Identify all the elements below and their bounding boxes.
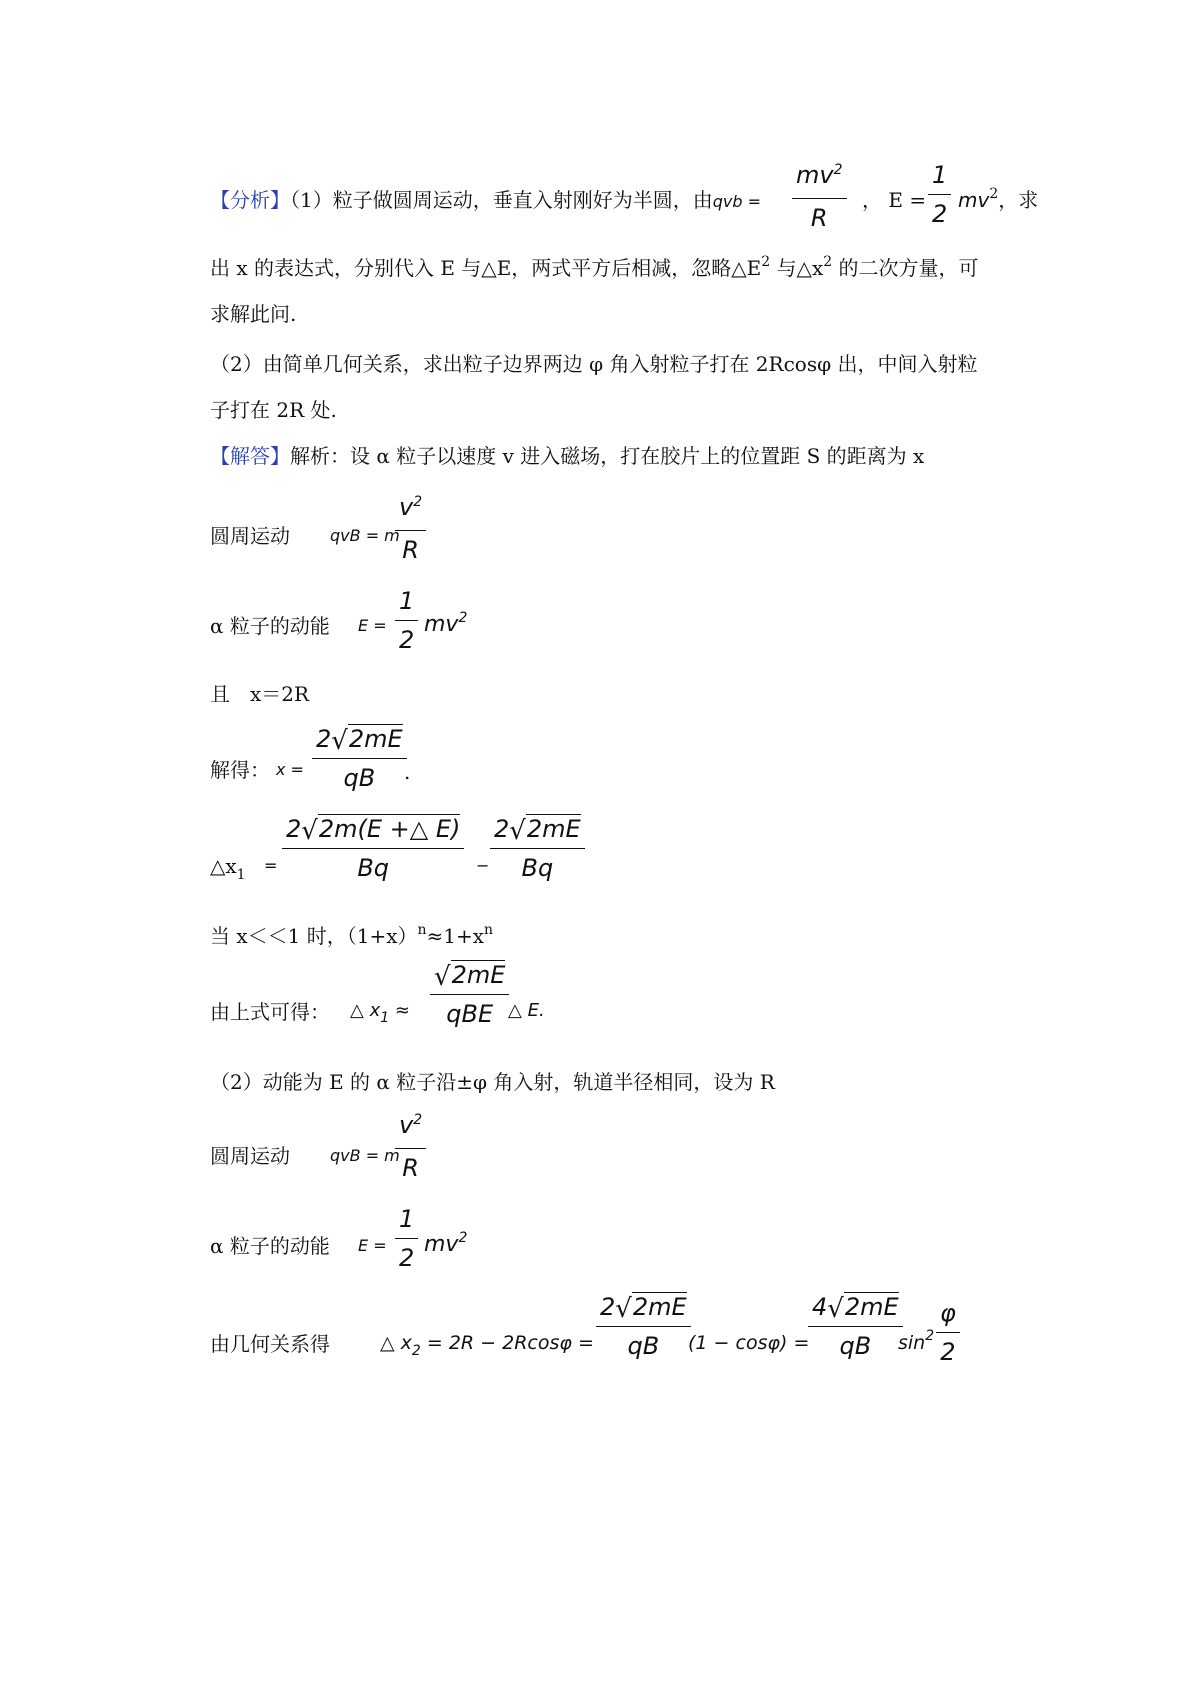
ke-label: α 粒子的动能 — [210, 614, 330, 638]
fraction-solve-x: 2√2mE qB — [312, 722, 407, 795]
fraction-mv2-over-r: $mv^2$ R — [792, 158, 847, 235]
v-numerator: v — [399, 493, 414, 521]
circular2-label: 圆周运动 — [210, 1144, 290, 1168]
ke2-mv: mv — [424, 1232, 459, 1257]
circular-motion-line — [210, 522, 290, 550]
analysis-comma-e: ， E = — [862, 188, 927, 212]
solve-radicand: 2mE — [348, 725, 403, 753]
analysis-tag: 【分析】 — [210, 188, 290, 212]
circular-motion-line-2 — [210, 1142, 290, 1170]
fraction-phi-half — [936, 1296, 960, 1369]
delta1-coef: 2 — [286, 815, 302, 843]
fraction-ke-half — [395, 584, 418, 657]
fraction-delta-2: 2√2mE Bq — [490, 812, 585, 885]
delta2-coef: 2 — [494, 815, 510, 843]
geometry-line — [210, 1330, 330, 1358]
fraction-geo-1: 2√2mE qB — [596, 1290, 691, 1363]
circular-label: 圆周运动 — [210, 524, 290, 548]
from-delta-x: △ x — [350, 1000, 381, 1021]
ke2-label: α 粒子的动能 — [210, 1234, 330, 1258]
analysis-end-text: ，求 — [998, 188, 1039, 212]
approx-mid: ≈1+x — [426, 924, 485, 948]
analysis-text-2-end: 的二次方量，可 — [832, 256, 979, 280]
solve-coef: 2 — [316, 725, 332, 753]
geo1-den: qB — [627, 1332, 660, 1360]
mv-text: mv — [958, 188, 990, 212]
phi-den: 2 — [940, 1338, 956, 1366]
ke-half-den: 2 — [399, 626, 415, 654]
solve-period: . — [404, 760, 411, 784]
phi-num: φ — [940, 1299, 956, 1327]
approx-line: 当 x＜＜1 时，$(1+x)^n\approx 1+x^n$ — [210, 922, 494, 948]
formula-qvb: qvb = — [712, 192, 762, 211]
delta-minus: − — [476, 856, 490, 875]
geo2-coef: 4 — [812, 1293, 828, 1321]
analysis-line-1-end: $mv^2$，求 — [958, 186, 1039, 212]
from-label: 由上式可得： — [210, 1000, 330, 1024]
analysis-line-1-mid — [862, 186, 926, 214]
delta-x1-line: $\triangle x_1$ — [210, 854, 246, 883]
solve-lhs: x = — [276, 760, 304, 779]
geo-delta-x: △ x — [380, 1332, 412, 1354]
delta-x1-label: △x — [210, 854, 237, 878]
geo-lhs: △ $x_2 = 2R - 2Rcos\varphi$ = — [380, 1332, 594, 1359]
half-numerator: 1 — [932, 161, 948, 189]
geo1-coef: 2 — [600, 1293, 616, 1321]
ke-half-num: 1 — [399, 587, 415, 615]
delta2-radicand: 2mE — [526, 815, 581, 843]
half-denominator: 2 — [932, 200, 948, 228]
ke-rhs: $mv^2$ — [424, 610, 468, 637]
ke-mv: mv — [424, 612, 459, 637]
fraction-delta-1: 2√2m(E +△ E) Bq — [282, 812, 464, 885]
v-numerator-2: v — [399, 1111, 414, 1139]
and-line: 且 x＝2R — [210, 682, 310, 706]
geo-label: 由几何关系得 — [210, 1332, 330, 1356]
approx-text: 当 x＜＜1 时，（1+x） — [210, 924, 418, 948]
analysis-para2-line-1: （2）由简单几何关系，求出粒子边界两边 φ 角入射粒子打在 2Rcosφ 出，中间入射粒 — [210, 352, 978, 376]
solve-line — [210, 756, 270, 784]
fraction-v2-over-r-2: $v^2$ R — [395, 1108, 426, 1185]
fraction-denominator: R — [810, 204, 828, 232]
delta1-den: Bq — [357, 854, 390, 882]
from-den: qBE — [446, 1000, 494, 1028]
r-denominator: R — [402, 536, 419, 564]
geo-after1: (1 − cosφ) = — [688, 1332, 810, 1354]
from-above-line — [210, 998, 330, 1026]
geo-mid: = 2R − 2Rcosφ = — [426, 1332, 594, 1354]
fraction-from: √2mE qBE — [430, 958, 509, 1031]
analysis-line-1 — [210, 186, 761, 216]
ke2-half-num: 1 — [399, 1205, 415, 1233]
delta1-radicand: 2m(E +△ E) — [318, 815, 461, 843]
from-lhs: △ $x_1$ ≈ — [350, 1000, 410, 1026]
fraction-geo-2: 4√2mE qB — [808, 1290, 903, 1363]
from-rhs: △ E. — [508, 1000, 545, 1021]
geo-sin: $\sin^2$ — [898, 1328, 935, 1354]
delta-equals: = — [264, 856, 278, 875]
solve-label: 解得： — [210, 758, 270, 782]
ke-lhs: E = — [358, 616, 387, 635]
from-radicand: 2mE — [451, 961, 506, 989]
solution-intro-text: 解析：设 α 粒子以速度 v 进入磁场，打在胶片上的位置距 S 的距离为 x — [290, 444, 925, 468]
ke2-rhs: $mv^2$ — [424, 1230, 468, 1257]
analysis-text-2: 出 x 的表达式，分别代入 E 与△E，两式平方后相减，忽略△E — [210, 256, 762, 280]
geo-sin-text: sin — [898, 1332, 926, 1354]
solve-den: qB — [343, 764, 376, 792]
ke2-lhs: E = — [358, 1236, 387, 1255]
analysis-text-2-mid: 与△x — [770, 256, 824, 280]
ke2-half-den: 2 — [399, 1244, 415, 1272]
geo2-radicand: 2mE — [844, 1293, 899, 1321]
fraction-one-half — [928, 158, 951, 231]
circular-lhs: qvB = m — [330, 526, 400, 545]
analysis-line-2: 出 x 的表达式，分别代入 E 与△E，两式平方后相减，忽略$\triangle E^2$ 与$\triangle x^2$ 的二次方量，可 — [210, 254, 979, 280]
circular2-lhs: qvB = m — [330, 1146, 400, 1165]
geo1-radicand: 2mE — [632, 1293, 687, 1321]
analysis-para2-line-2: 子打在 2R 处. — [210, 398, 337, 422]
fraction-numerator: mv — [796, 161, 834, 189]
analysis-line-3: 求解此问. — [210, 302, 297, 326]
geo2-den: qB — [839, 1332, 872, 1360]
kinetic-energy-line-2 — [210, 1232, 330, 1260]
r-denominator-2: R — [402, 1154, 419, 1182]
solution-tag: 【解答】 — [210, 444, 290, 468]
fraction-v2-over-r: $v^2$ R — [395, 490, 426, 567]
solution-intro — [210, 442, 924, 470]
delta2-den: Bq — [521, 854, 554, 882]
part2-line: （2）动能为 E 的 α 粒子沿±φ 角入射，轨道半径相同，设为 R — [210, 1070, 775, 1094]
kinetic-energy-line — [210, 612, 330, 640]
fraction-ke-half-2 — [395, 1202, 418, 1275]
analysis-text-1: （1）粒子做圆周运动，垂直入射刚好为半圆，由 — [290, 188, 713, 212]
